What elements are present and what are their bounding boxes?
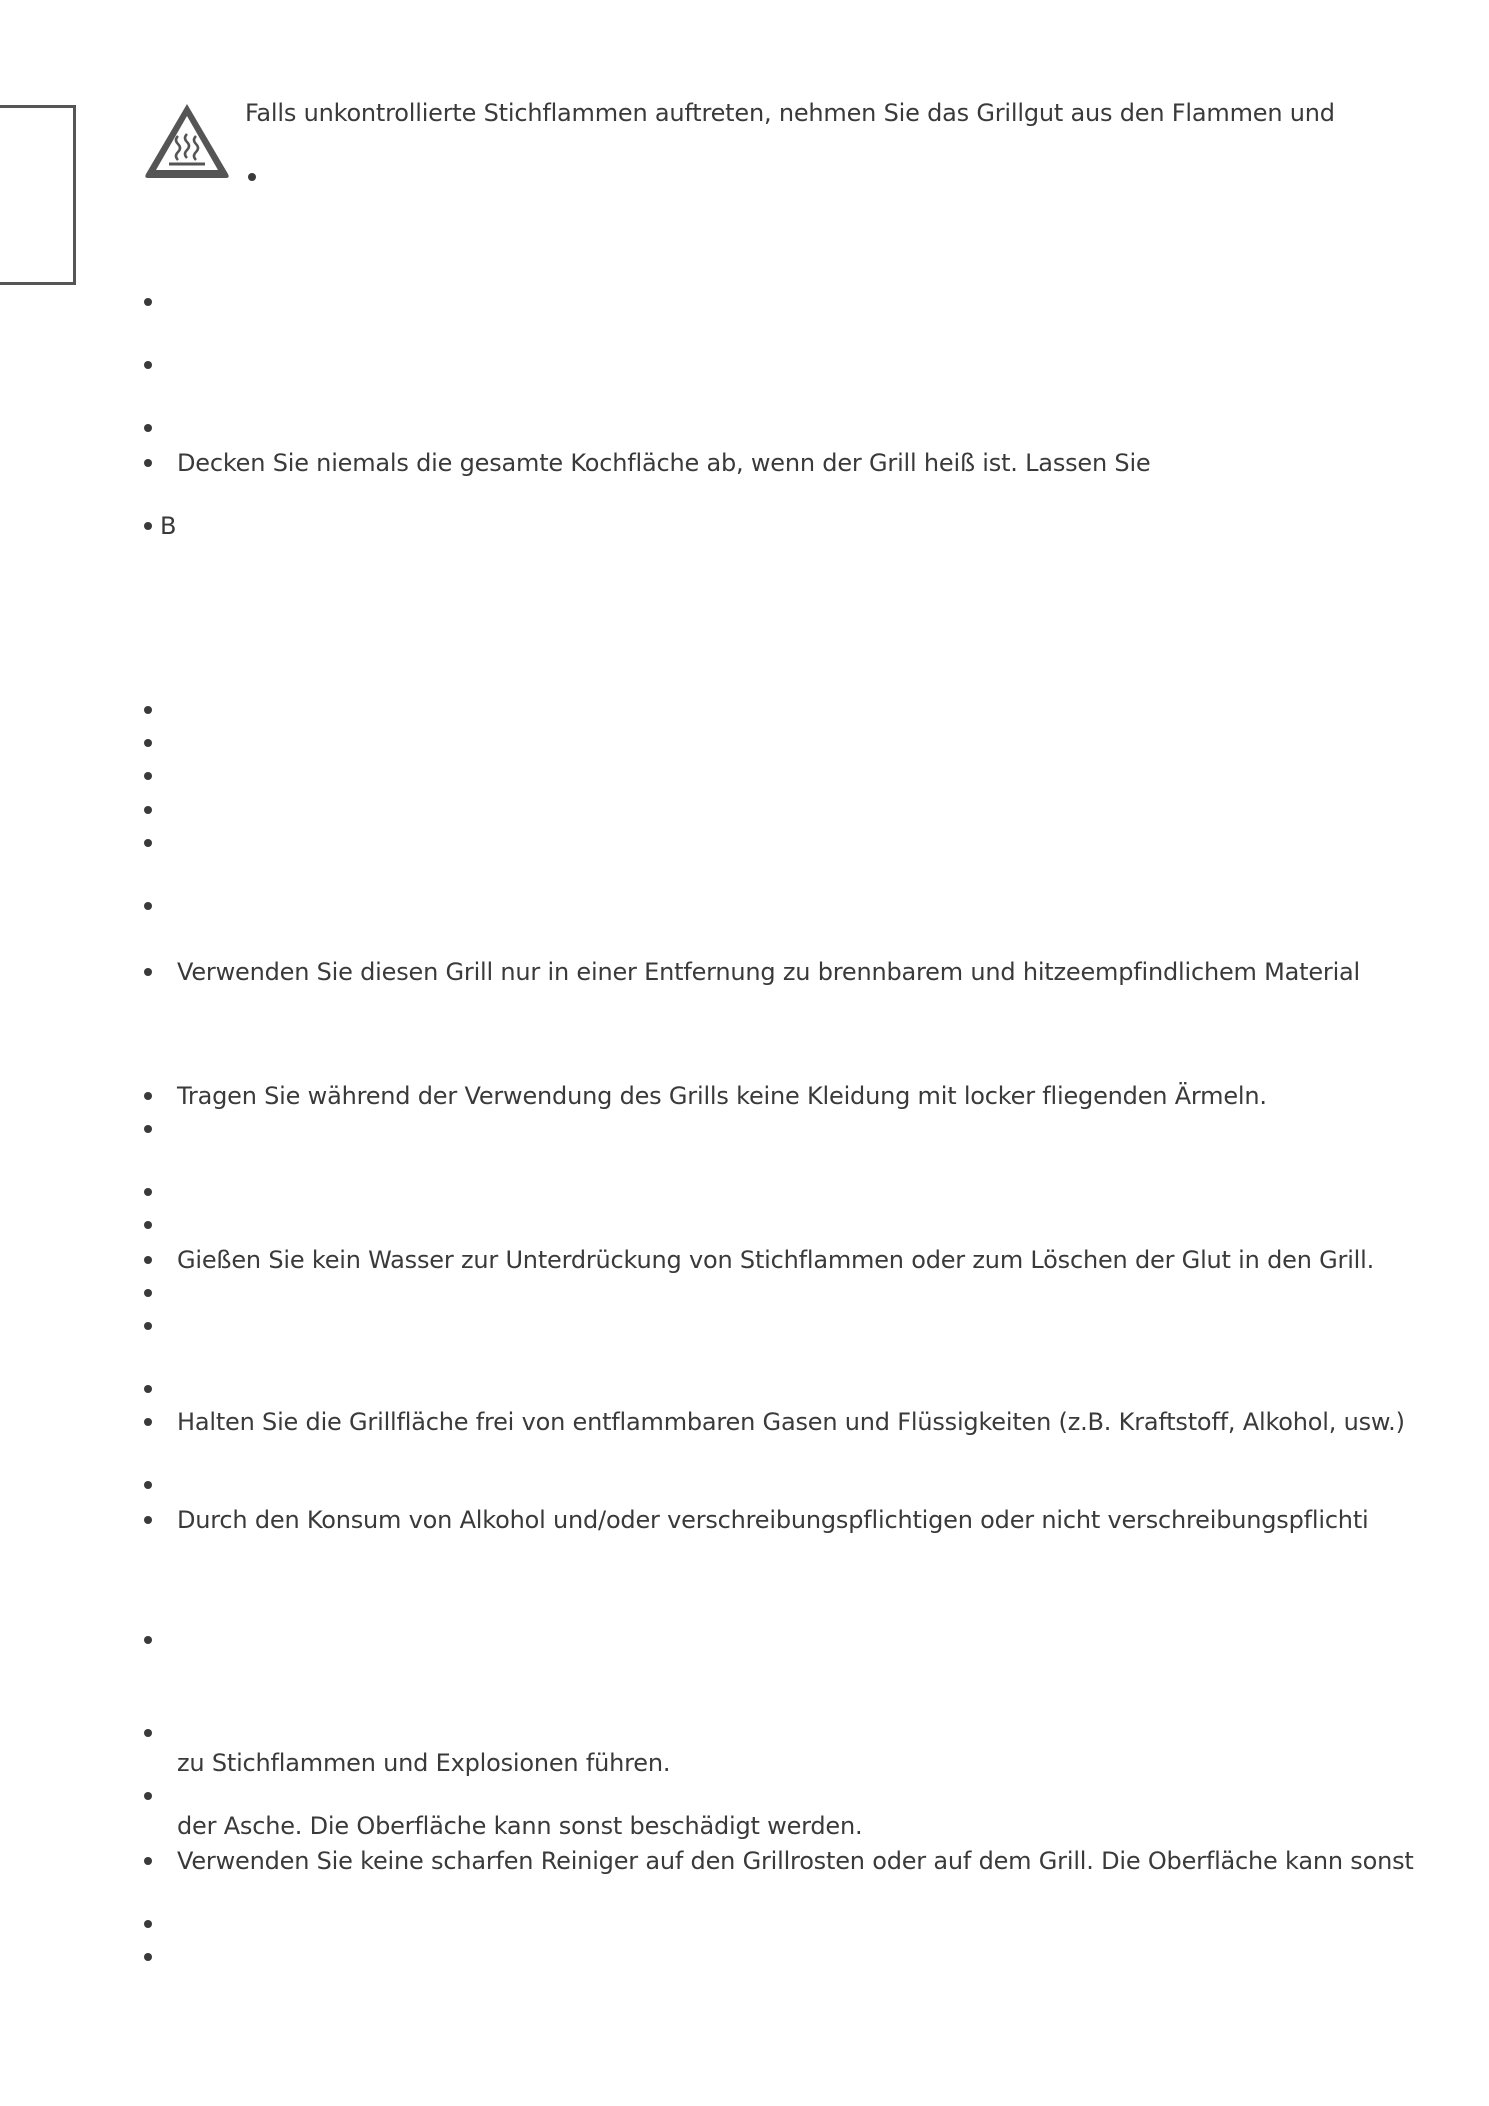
bullet-icon (144, 1516, 152, 1524)
bullet-icon (144, 902, 152, 910)
kleidung-line: Tragen Sie während der Verwendung des Grills keine Kleidung mit locker fliegenden Ärmeln. (177, 1082, 1267, 1110)
wasser-line: Gießen Sie kein Wasser zur Unterdrückung von Stichflammen oder zum Löschen der Glut in den Grill. (177, 1246, 1375, 1274)
bullet-icon (144, 1418, 152, 1426)
b-line: B (160, 512, 177, 540)
bullet-icon (144, 706, 152, 714)
intro-line: Falls unkontrollierte Stichflammen auftreten, nehmen Sie das Grillgut aus den Flammen und (245, 99, 1335, 127)
entfernung-line: Verwenden Sie diesen Grill nur in einer Entfernung zu brennbarem und hitzeempfindlichem Material (177, 958, 1361, 986)
bullet-icon (144, 1792, 152, 1800)
bullet-icon (144, 1385, 152, 1393)
bullet-icon (144, 1289, 152, 1297)
page-edge-tab (0, 105, 76, 285)
decken-line: Decken Sie niemals die gesamte Kochfläche ab, wenn der Grill heiß ist. Lassen Sie (177, 449, 1151, 477)
bullet-icon (144, 739, 152, 747)
bullet-icon (144, 1221, 152, 1229)
bullet-icon (144, 1953, 152, 1961)
bullet-icon (144, 1857, 152, 1865)
bullet-icon (144, 772, 152, 780)
bullet-icon (144, 1125, 152, 1133)
explosionen-line: zu Stichflammen und Explosionen führen. (177, 1749, 671, 1777)
bullet-icon (144, 1256, 152, 1264)
bullet-icon (144, 968, 152, 976)
bullet-icon (144, 361, 152, 369)
bullet-icon (144, 839, 152, 847)
reiniger-line: Verwenden Sie keine scharfen Reiniger auf den Grillrosten oder auf dem Grill. Die Oberfläche kann sonst (177, 1847, 1414, 1875)
bullet-icon (144, 1481, 152, 1489)
bullet-icon (144, 459, 152, 467)
grillflaeche-line: Halten Sie die Grillfläche frei von entflammbaren Gasen und Flüssigkeiten (z.B. Kraftstoff, Alkohol, usw.) (177, 1408, 1405, 1436)
hot-surface-warning-icon (142, 100, 232, 180)
bullet-icon (144, 1092, 152, 1100)
bullet-icon (144, 806, 152, 814)
asche-line: der Asche. Die Oberfläche kann sonst beschädigt werden. (177, 1812, 863, 1840)
bullet-icon (144, 522, 152, 530)
bullet-icon (144, 424, 152, 432)
bullet-icon (144, 1188, 152, 1196)
bullet-icon (248, 173, 256, 181)
alkohol-line: Durch den Konsum von Alkohol und/oder verschreibungspflichtigen oder nicht verschreibungspflichti (177, 1506, 1369, 1534)
bullet-icon (144, 1322, 152, 1330)
bullet-icon (144, 1636, 152, 1644)
bullet-icon (144, 1920, 152, 1928)
bullet-icon (144, 298, 152, 306)
bullet-icon (144, 1729, 152, 1737)
